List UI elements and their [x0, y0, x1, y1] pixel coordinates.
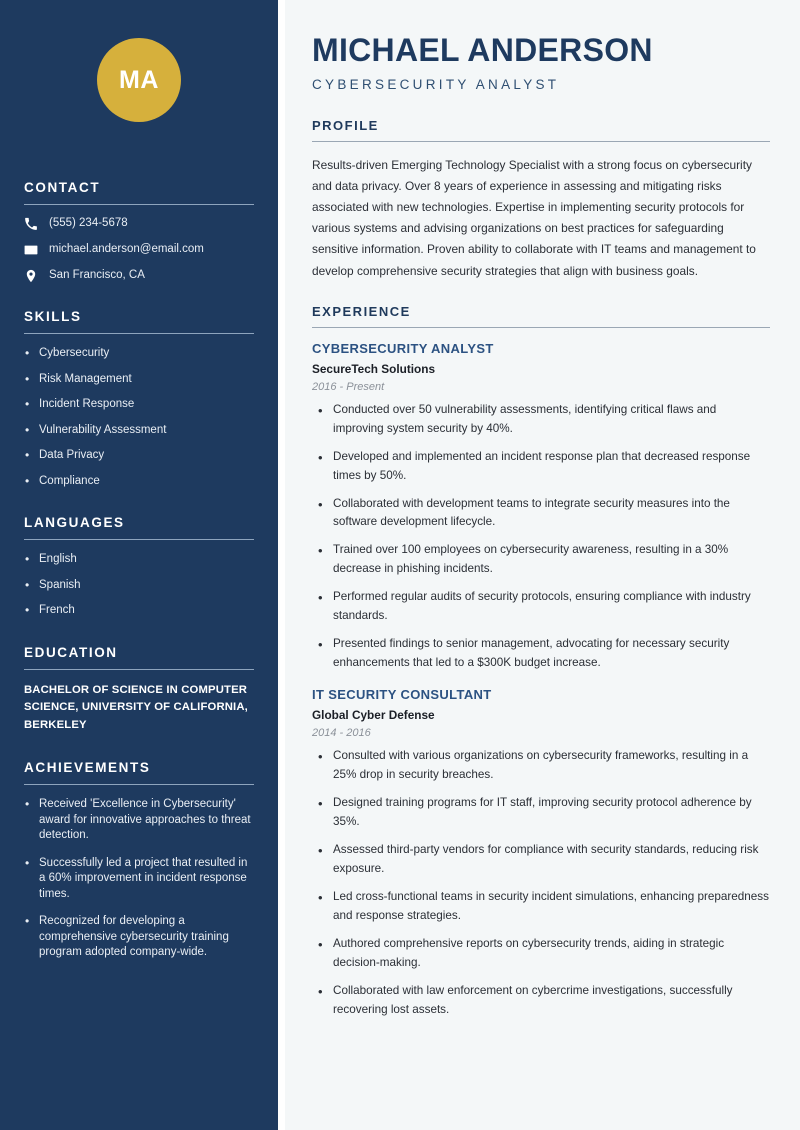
experience-section — [312, 304, 770, 1020]
experience-divider — [312, 327, 770, 328]
list-item: • Spanish — [24, 578, 254, 594]
list-item: • Assessed third-party vendors for compliance with security standards, reducing risk exposure. — [314, 841, 770, 879]
list-item: • French — [24, 603, 254, 619]
experience-entry — [312, 341, 770, 673]
contact-value-location: San Francisco, CA — [49, 269, 145, 282]
list-item: • Presented findings to senior management, advocating for necessary security enhancements that led to a $300K budget increase. — [314, 635, 770, 673]
skills-section — [24, 309, 254, 489]
job-title: CYBERSECURITY ANALYST — [312, 340, 494, 356]
experience-entry — [312, 687, 770, 1019]
languages-list — [24, 552, 254, 619]
list-item: • Developed and implemented an incident response plan that decreased response times by 50%. — [314, 448, 770, 486]
list-item: • Recognized for developing a comprehensive cybersecurity training program adopted company-wide. — [24, 914, 254, 961]
languages-section — [24, 515, 254, 619]
job-company: Global Cyber Defense — [312, 708, 435, 723]
list-item: • Compliance — [24, 474, 254, 490]
list-item: • Data Privacy — [24, 448, 254, 464]
skills-heading: SKILLS — [24, 309, 82, 324]
languages-heading: LANGUAGES — [24, 515, 125, 531]
achievements-heading: ACHIEVEMENTS — [24, 760, 151, 776]
contact-heading: CONTACT — [24, 180, 101, 195]
contact-item-phone[interactable] — [24, 217, 254, 231]
list-item: • Collaborated with development teams to integrate security measures into the software development lifecycle. — [314, 495, 770, 533]
list-item: • Cybersecurity — [24, 346, 254, 362]
contact-item-email[interactable] — [24, 243, 254, 257]
list-item: • Authored comprehensive reports on cybersecurity trends, aiding in strategic decision-making. — [314, 935, 770, 973]
avatar-container — [24, 0, 254, 122]
contact-divider — [24, 204, 254, 205]
sidebar — [0, 0, 278, 1130]
list-item: • Conducted over 50 vulnerability assessments, identifying critical flaws and improving system security by 40%. — [314, 401, 770, 439]
list-item: • Consulted with various organizations on cybersecurity frameworks, resulting in a 25% drop in security breaches. — [314, 747, 770, 785]
education-section — [24, 645, 254, 735]
profile-heading: PROFILE — [312, 117, 379, 133]
education-heading: EDUCATION — [24, 644, 118, 660]
map-pin-icon — [24, 269, 38, 283]
column-gap — [278, 0, 285, 1130]
envelope-icon — [24, 243, 38, 257]
job-dates: 2016 - Present — [312, 380, 385, 393]
list-item: • Collaborated with law enforcement on cybercrime investigations, successfully recovering lost assets. — [314, 982, 770, 1020]
profile-section — [312, 118, 770, 282]
list-item: • English — [24, 552, 254, 568]
profile-divider — [312, 141, 770, 142]
list-item: • Trained over 100 employees on cybersecurity awareness, resulting in a 30% decrease in phishing incidents. — [314, 541, 770, 579]
achievements-list — [24, 797, 254, 961]
contact-section — [24, 180, 254, 283]
job-dates: 2014 - 2016 — [312, 727, 371, 740]
contact-item-location[interactable] — [24, 269, 254, 283]
job-bullet-list — [312, 747, 770, 1019]
main-content — [285, 0, 800, 1130]
list-item: • Received 'Excellence in Cybersecurity' award for innovative approaches to threat detection. — [24, 797, 254, 844]
list-item: • Designed training programs for IT staff, improving security protocol adherence by 35%. — [314, 794, 770, 832]
phone-icon — [24, 217, 38, 231]
achievements-divider — [24, 784, 254, 785]
job-role-subtitle: CYBERSECURITY ANALYST — [312, 76, 560, 92]
list-item: • Vulnerability Assessment — [24, 423, 254, 439]
job-title: IT SECURITY CONSULTANT — [312, 687, 492, 703]
skills-list — [24, 346, 254, 489]
education-degree: BACHELOR OF SCIENCE IN COMPUTER SCIENCE, UNIVERSITY OF CALIFORNIA, BERKELEY — [24, 683, 248, 731]
education-divider — [24, 669, 254, 670]
experience-heading: EXPERIENCE — [312, 303, 411, 319]
list-item: • Led cross-functional teams in security incident simulations, enhancing preparedness and response strategies. — [314, 888, 770, 926]
job-company: SecureTech Solutions — [312, 361, 436, 376]
list-item: • Incident Response — [24, 397, 254, 413]
contact-value-email: michael.anderson@email.com — [49, 243, 204, 256]
achievements-section — [24, 760, 254, 961]
contact-value-phone: (555) 234-5678 — [49, 217, 128, 230]
skills-divider — [24, 333, 254, 334]
list-item: • Performed regular audits of security protocols, ensuring compliance with industry standards. — [314, 588, 770, 626]
avatar: MA — [97, 38, 181, 122]
job-bullet-list — [312, 401, 770, 673]
languages-divider — [24, 539, 254, 540]
list-item: • Risk Management — [24, 372, 254, 388]
list-item: • Successfully led a project that resulted in a 60% improvement in incident response times. — [24, 856, 254, 903]
profile-text: Results-driven Emerging Technology Specialist with a strong focus on cybersecurity and data privacy. Over 8 years of experience in assessing and mitigating risks associated with new technologies. Expertise in implementing security protocols for various systems and advising organizations on best practices for safeguarding sensitive information. Proven ability to collaborate with IT teams and management to develop comprehensive security strategies that align with business goals. — [312, 157, 756, 278]
page-title: MICHAEL ANDERSON — [312, 32, 653, 68]
